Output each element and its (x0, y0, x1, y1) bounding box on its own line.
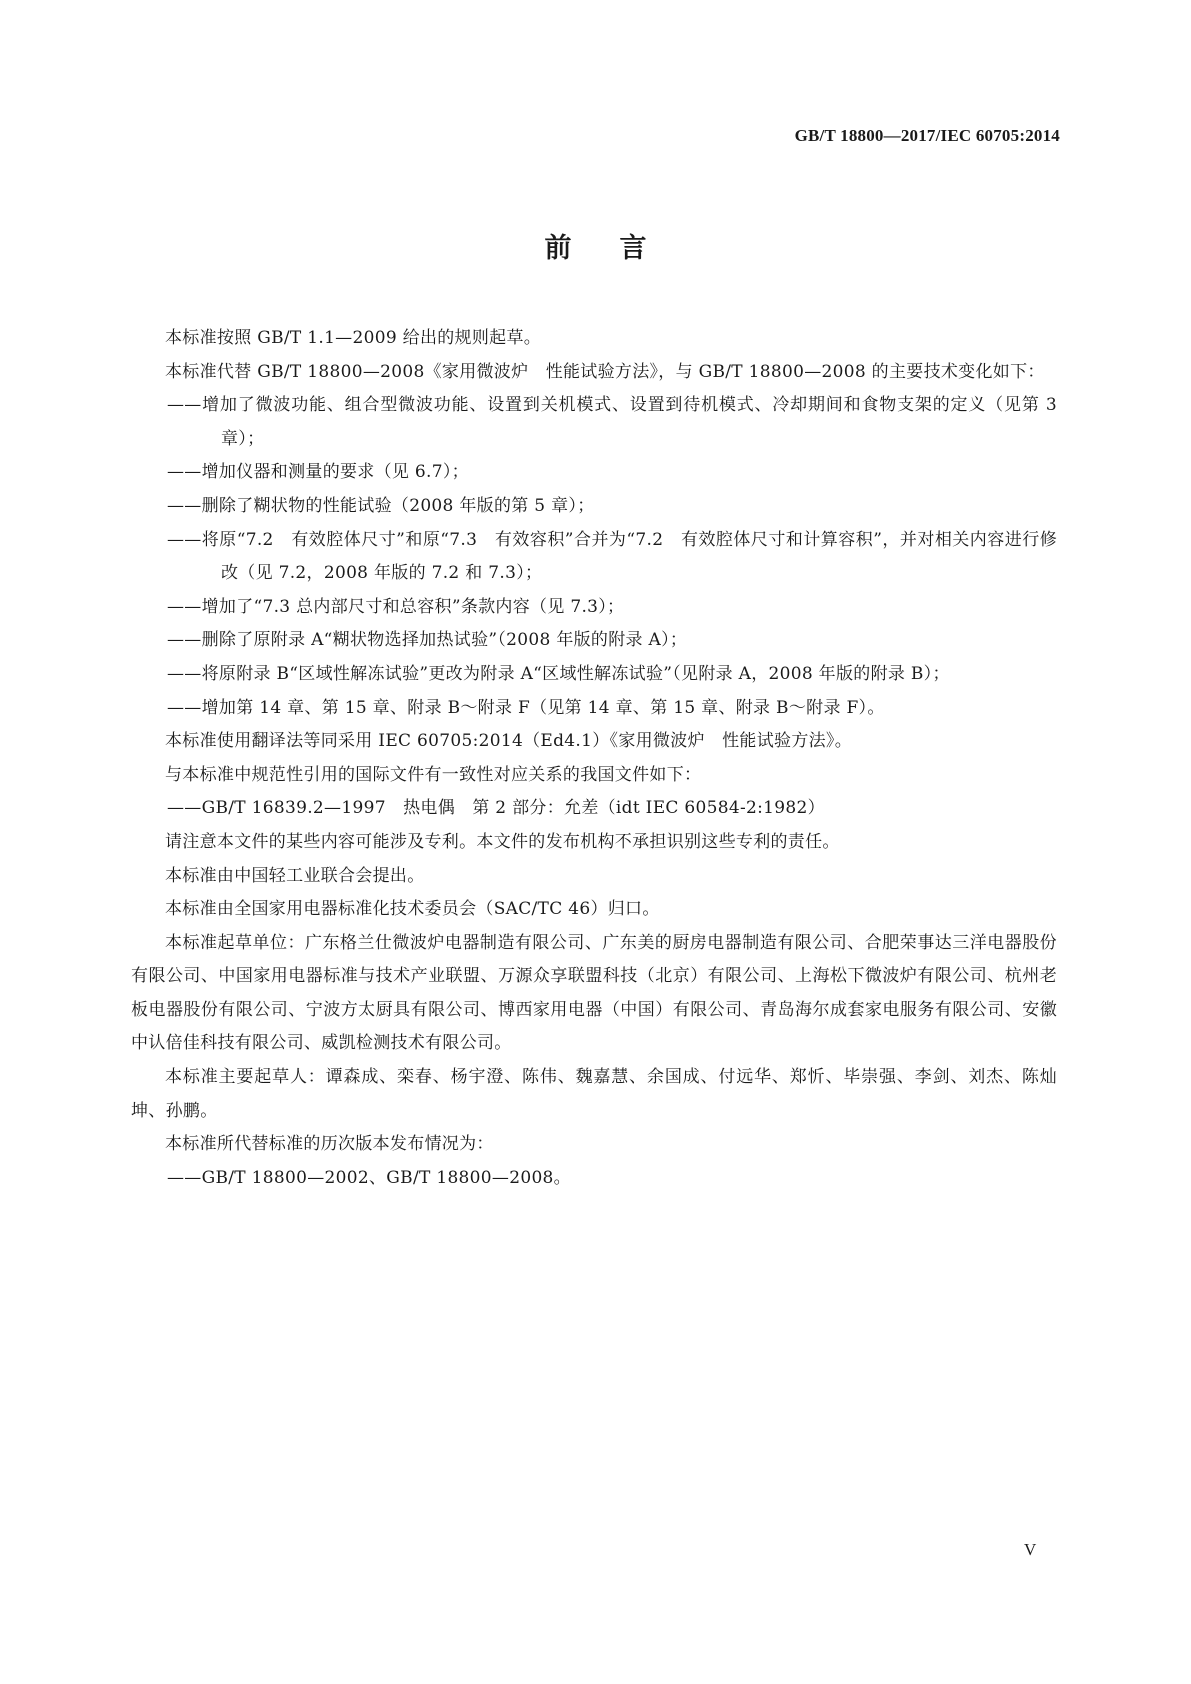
page-number: V (1024, 1540, 1037, 1559)
list-item: ——增加了微波功能、组合型微波功能、设置到关机模式、设置到待机模式、冷却期间和食物支架的定义（见第 3 章）； (167, 395, 1057, 449)
standard-code-header: GB/T 18800—2017/IEC 60705:2014 (794, 126, 1060, 145)
paragraph: 与本标准中规范性引用的国际文件有一致性对应关系的我国文件如下： (165, 764, 702, 785)
list-item: ——增加仪器和测量的要求（见 6.7）； (167, 462, 469, 483)
list-item: ——增加第 14 章、第 15 章、附录 B～附录 F（见第 14 章、第 15 章、附录 B～附录 F）。 (167, 697, 885, 718)
page-title: 前言 (544, 233, 695, 264)
paragraph: 本标准代替 GB/T 18800—2008《家用微波炉 性能试验方法》，与 GB/T 18800—2008 的主要技术变化如下： (165, 361, 1045, 382)
paragraph: 请注意本文件的某些内容可能涉及专利。本文件的发布机构不承担识别这些专利的责任。 (165, 831, 840, 852)
paragraph: 本标准主要起草人：谭森成、栾春、杨宇澄、陈伟、魏嘉慧、余国成、付远华、郑忻、毕崇强、李剑、刘杰、陈灿坤、孙鹏。 (131, 1067, 1057, 1121)
paragraph: 本标准按照 GB/T 1.1—2009 给出的规则起草。 (165, 328, 542, 348)
paragraph: 本标准使用翻译法等同采用 IEC 60705:2014（Ed4.1）《家用微波炉 性能试验方法》。 (165, 731, 853, 752)
paragraph: 本标准由中国轻工业联合会提出。 (165, 865, 425, 886)
paragraph: 本标准由全国家用电器标准化技术委员会（SAC/TC 46）归口。 (165, 899, 660, 920)
list-item: ——GB/T 18800—2002、GB/T 18800—2008。 (167, 1167, 571, 1188)
foreword-body (131, 322, 1057, 1195)
list-item: ——删除了糊状物的性能试验（2008 年版的第 5 章）； (167, 495, 595, 516)
paragraph: 本标准所代替标准的历次版本发布情况为： (165, 1134, 494, 1155)
list-item: ——增加了“7.3 总内部尺寸和总容积”条款内容（见 7.3）； (167, 596, 625, 617)
list-item: ——删除了原附录 A“糊状物选择加热试验”（2008 年版的附录 A）； (167, 630, 688, 651)
list-item: ——将原附录 B“区域性解冻试验”更改为附录 A“区域性解冻试验”（见附录 A，2008 年版的附录 B）； (167, 663, 950, 684)
paragraph: 本标准起草单位：广东格兰仕微波炉电器制造有限公司、广东美的厨房电器制造有限公司、合肥荣事达三洋电器股份有限公司、中国家用电器标准与技术产业联盟、万源众享联盟科技（北京）有限公司、上海松下微波炉有限公司、杭州老板电器股份有限公司、宁波方太厨具有限公司、博西家用电器（中国）有限公司、青岛海尔成套家电服务有限公司、安徽中认倍佳科技有限公司、威凯检测技术有限公司。 (131, 932, 1057, 1054)
list-item: ——将原“7.2 有效腔体尺寸”和原“7.3 有效容积”合并为“7.2 有效腔体尺寸和计算容积”，并对相关内容进行修改（见 7.2，2008 年版的 7.2 和 7.3）； (167, 529, 1057, 584)
list-item: ——GB/T 16839.2—1997 热电偶 第 2 部分：允差（idt IEC 60584-2:1982） (167, 798, 825, 819)
